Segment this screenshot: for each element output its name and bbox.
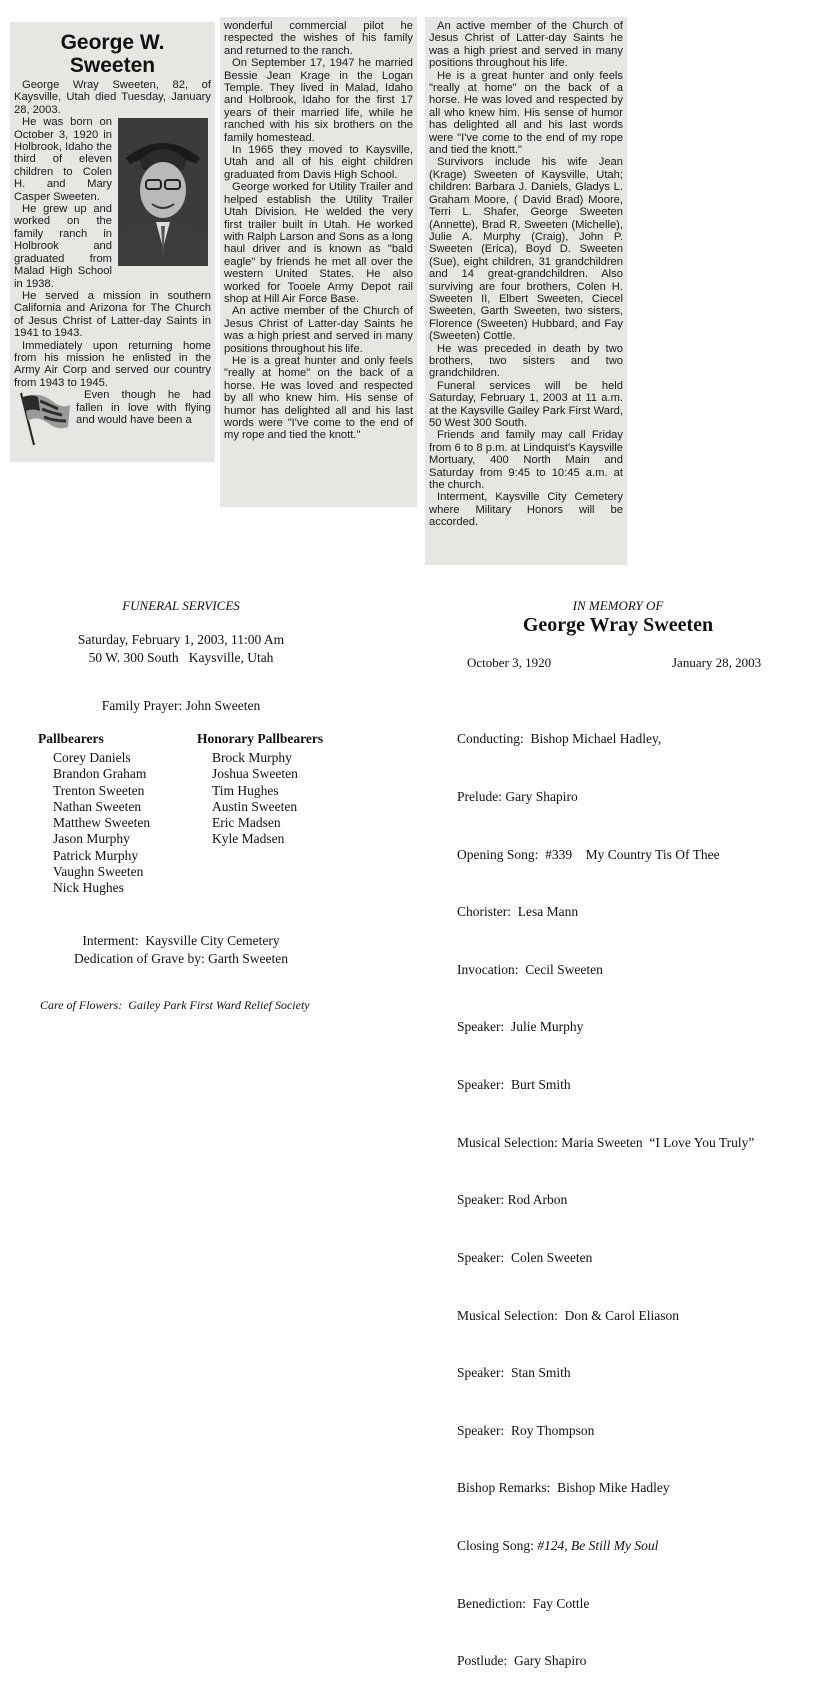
family-prayer: Family Prayer: John Sweeten — [101, 698, 261, 713]
obituary-paragraph: Immediately upon returning home from his mission he enlisted in the Army Air Corp and served our country from 1943 to 1945. — [14, 339, 211, 389]
program-item: Chorister: Lesa Mann — [457, 904, 579, 920]
program-list — [457, 691, 754, 1690]
birth-date: October 3, 1920 — [467, 655, 552, 670]
obituary-paragraph: wonderful commercial pilot he respected the wishes of his family and returned to the ranch. — [224, 20, 413, 57]
obituary-column-1 — [10, 22, 215, 462]
pallbearer-name: Matthew Sweeten — [53, 815, 151, 831]
program-item: Musical Selection: Maria Sweeten “I Love You Truly” — [457, 1134, 755, 1150]
obituary-paragraph: George Wray Sweeten, 82, of Kaysville, Utah died Tuesday, January 28, 2003. — [14, 79, 211, 116]
honorary-pallbearer-name: Joshua Sweeten — [212, 766, 298, 782]
closing-song-title: #124, Be Still My Soul — [537, 1537, 659, 1553]
obituary-paragraph: He was preceded in death by two brothers, two sisters and two grandchildren. — [429, 342, 623, 380]
portrait-image — [118, 118, 208, 266]
flowers-credit: Care of Flowers: Gailey Park First Ward Relief Society — [40, 998, 310, 1012]
honorary-pallbearer-name: Brock Murphy — [212, 750, 292, 765]
death-date: January 28, 2003 — [672, 655, 762, 670]
pallbearers-heading: Pallbearers — [38, 731, 104, 746]
program-item: Postlude: Gary Shapiro — [457, 1653, 587, 1669]
obituary-paragraph: He is a great hunter and only feels "really at home" on the back of a horse. He was loved and respected by all who knew him. His sense of humor has delighted all and his last words were "I've come to the end of my rope and tied the knott." — [429, 69, 623, 157]
portrait-photo — [118, 118, 208, 266]
pallbearer-name: Trenton Sweeten — [53, 782, 145, 798]
obituary-paragraph: An active member of the Church of Jesus Christ of Latter-day Saints he was a high priest and served in many positions throughout his life. — [224, 305, 413, 355]
closing-song-label: Closing Song: — [457, 1537, 538, 1553]
program-item: Speaker: Colen Sweeten — [457, 1249, 593, 1265]
obituary-paragraph: On September 17, 1947 he married Bessie Jean Krage in the Logan Temple. They lived in Malad, Idaho and Holbrook, Idaho for the first 17 years of their married life, while he ranched with his six brothers on the family homestead. — [224, 57, 413, 144]
program-item: Speaker: Burt Smith — [457, 1077, 571, 1093]
program-item: Opening Song: #339 My Country Tis Of Thee — [457, 846, 720, 862]
deceased-name: George Wray Sweeten — [522, 614, 714, 636]
obituary-paragraph: Even though he had fallen in love with flying and would have been a — [76, 389, 211, 426]
obituary-paragraph: He is a great hunter and only feels "really at home" on the back of a horse. He was loved and respected by all who knew him. His sense of humor has delighted all and his last words were "I've come to the end of my rope and tied the knott." — [224, 354, 413, 442]
program-item: Speaker: Julie Murphy — [457, 1019, 584, 1035]
pallbearer-name: Vaughn Sweeten — [53, 864, 144, 880]
obituary-paragraph: An active member of the Church of Jesus Christ of Latter-day Saints he was a high priest and served in many positions throughout his life. — [429, 20, 623, 70]
program-item: Speaker: Rod Arbon — [457, 1192, 568, 1208]
obituary-paragraph: He served a mission in southern California and Arizona for The Church of Jesus Christ of Latter-day Saints in 1941 to 1943. — [14, 289, 211, 340]
obituary-paragraph: In 1965 they moved to Kaysville, Utah and all of his eight children graduated from Davis High School. — [224, 144, 413, 181]
grave-dedication: Dedication of Grave by: Garth Sweeten — [73, 951, 289, 966]
headline-line-1: George W. — [60, 31, 165, 54]
service-datetime: Saturday, February 1, 2003, 11:00 Am — [77, 632, 285, 647]
obituary-paragraph: Interment, Kaysville City Cemetery where Military Honors will be accorded. — [429, 491, 623, 529]
flag-icon — [18, 391, 72, 447]
pallbearer-name: Brandon Graham — [53, 766, 147, 782]
program-item: Invocation: Cecil Sweeten — [457, 961, 603, 977]
honorary-pallbearer-name: Austin Sweeten — [212, 798, 298, 814]
program-item-closing-song — [457, 1536, 754, 1555]
honorary-pallbearers-heading: Honorary Pallbearers — [197, 731, 324, 746]
program-item: Speaker: Stan Smith — [457, 1365, 571, 1381]
honorary-pallbearers-list — [212, 750, 298, 848]
program-item: Speaker: Roy Thompson — [457, 1422, 595, 1438]
program-item: Musical Selection: Don & Carol Eliason — [457, 1307, 679, 1323]
pallbearer-name: Patrick Murphy — [53, 847, 139, 863]
honorary-pallbearer-name: Tim Hughes — [212, 782, 279, 798]
service-address: 50 W. 300 South Kaysville, Utah — [88, 650, 274, 665]
program-item: Benediction: Fay Cottle — [457, 1595, 590, 1611]
obituary-headline — [14, 31, 211, 77]
obituary-paragraph: Friends and family may call Friday from 6 to 8 p.m. at Lindquist's Kaysville Mortuary, 400 North Main and Saturday from 9:45 to 10:45 a.m. at the church. — [429, 429, 623, 492]
program-item: Bishop Remarks: Bishop Mike Hadley — [457, 1480, 670, 1496]
interment-line: Interment: Kaysville City Cemetery — [82, 933, 280, 948]
pallbearers-list — [53, 750, 150, 897]
pallbearer-name: Corey Daniels — [53, 750, 131, 765]
funeral-services-heading: FUNERAL SERVICES — [122, 598, 240, 613]
obituary-column-2 — [220, 17, 417, 507]
obituary-paragraph: Survivors include his wife Jean (Krage) Sweeten of Kaysville, Utah; children: Barbara J. Daniels, Gladys L. Graham Moore, ( David Brad) Moore, Terri L. Shafer, George Sweeten (Annette), Brad R. Sweeten (Michelle), Julie A. Murphy (Craig), John P. Sweeten (Erica), Boyd D. Sweeten (Sue), eight children, 31 grandchildren and 14 great-grandchildren. Also surviving are four brothers, Colen H. Sweeten II, Elbert Sweeten, Ciecel Sweeten, Garth Sweeten, two sisters, Florence (Sweeten) Hubbard, and Fay (Sweeten) Cottle. — [429, 156, 623, 343]
obituary-column-3 — [425, 17, 627, 565]
honorary-pallbearer-name: Eric Madsen — [212, 815, 281, 831]
obituary-paragraph: He grew up and worked on the family ranch in Holbrook and graduated from Malad High School in 1938. — [14, 203, 112, 290]
obituary-paragraph: George worked for Utility Trailer and helped establish the Utility Trailer Utah Division. He welded the very first trailer built in Utah. He worked with Ralph Larson and Sons as a long haul driver and is known as "bald eagle" by friends he met all over the western United States. He also worked for Tooele Army Depot rail shop at Hill Air Force Base. — [224, 181, 413, 305]
program-item: Conducting: Bishop Michael Hadley, — [457, 731, 662, 747]
pallbearer-name: Nathan Sweeten — [53, 798, 142, 814]
honorary-pallbearer-name: Kyle Madsen — [212, 831, 285, 847]
program-item: Prelude: Gary Shapiro — [457, 789, 578, 805]
obituary-paragraph: Funeral services will be held Saturday, February 1, 2003 at 11 a.m. at the Kaysville Gailey Park First Ward, 50 West 300 South. — [429, 379, 623, 429]
pallbearer-name: Jason Murphy — [53, 831, 130, 847]
obituary-paragraph: He was born on October 3, 1920 in Holbrook, Idaho the third of eleven children to Colen H. and Mary Casper Sweeten. — [14, 116, 112, 203]
in-memory-heading: IN MEMORY OF — [572, 598, 664, 613]
headline-line-2: Sweeten — [69, 54, 156, 77]
pallbearer-name: Nick Hughes — [53, 880, 124, 896]
